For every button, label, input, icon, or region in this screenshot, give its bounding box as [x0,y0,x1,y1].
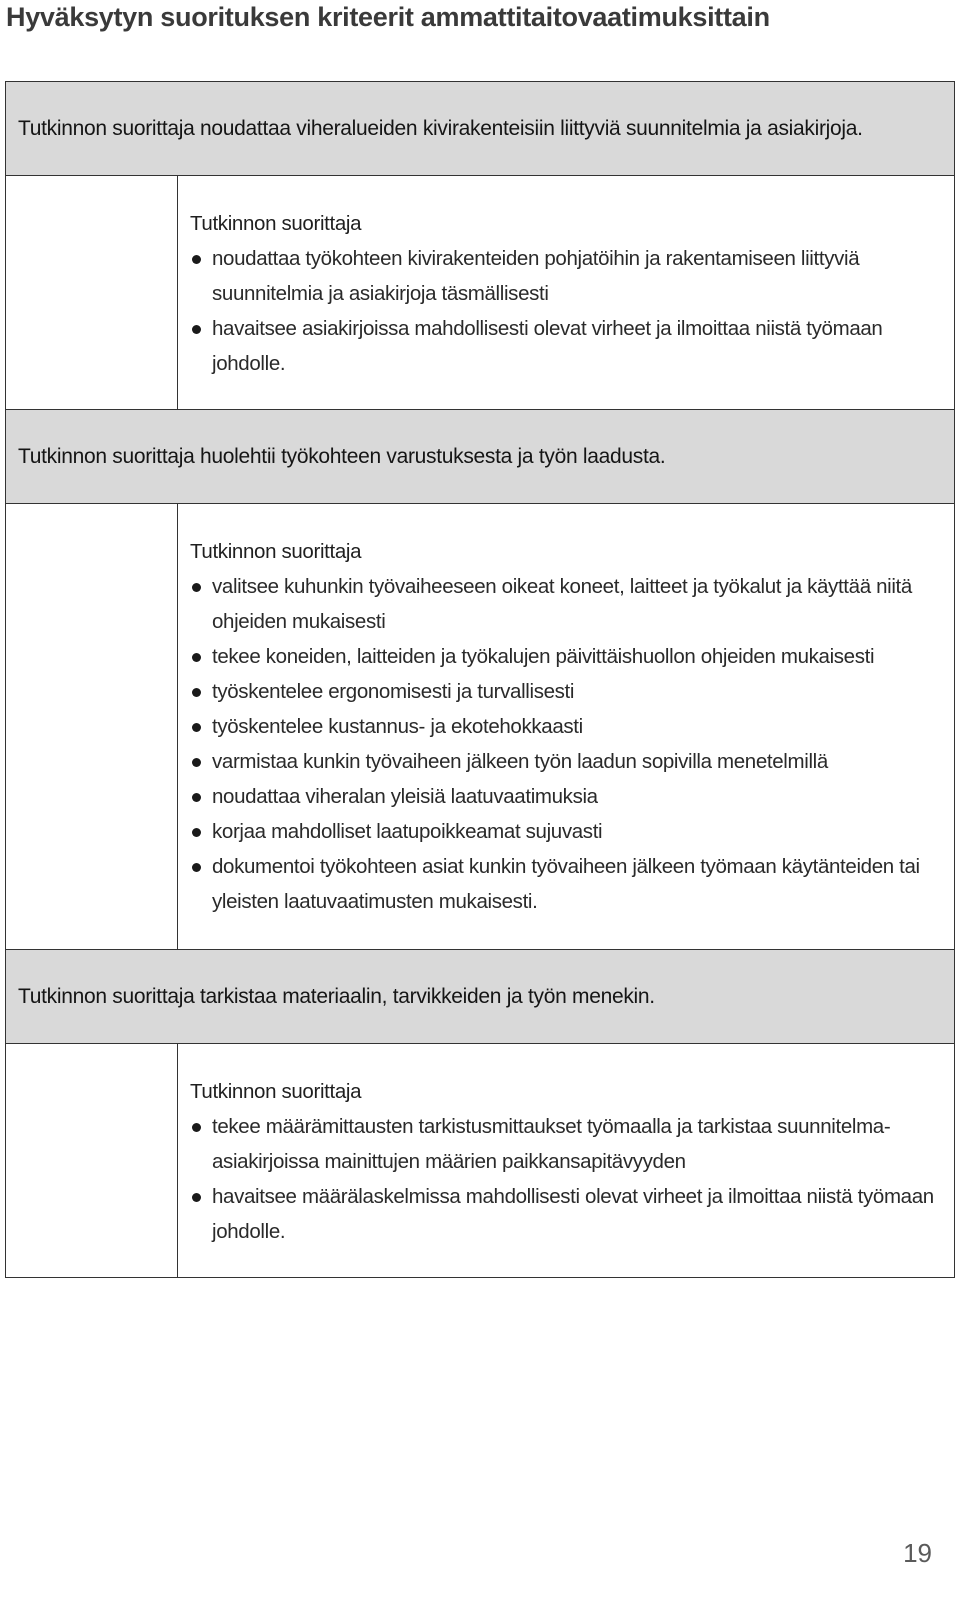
blank-cell [6,1044,178,1278]
criteria-detail-cell [178,1044,955,1278]
section-header-text: Tutkinnon suorittaja noudattaa viheralueiden kivirakenteisiin liittyviä suunnitelmia ja asiakirjoja. [18,116,863,140]
criteria-item: varmistaa kunkin työvaiheen jälkeen työn laadun sopivilla menetelmillä [190,744,940,779]
criteria-detail-cell [178,176,955,410]
performer-intro: Tutkinnon suorittaja [190,212,362,235]
section-header-row [6,410,955,504]
criteria-item: havaitsee asiakirjoissa mahdollisesti olevat virheet ja ilmoittaa niistä työmaan johdolle. [190,311,940,381]
section-detail-row [6,504,955,950]
section-detail-row [6,176,955,410]
section-header-text: Tutkinnon suorittaja huolehtii työkohteen varustuksesta ja työn laadusta. [18,444,666,468]
page-number: 19 [903,1538,932,1568]
criteria-list [190,569,940,919]
section-header-cell [6,82,955,176]
criteria-table [5,81,955,1278]
blank-cell [6,176,178,410]
criteria-item: työskentelee kustannus- ja ekotehokkaasti [190,709,940,744]
section-header-text: Tutkinnon suorittaja tarkistaa materiaalin, tarvikkeiden ja työn menekin. [18,984,655,1008]
criteria-item: valitsee kuhunkin työvaiheeseen oikeat koneet, laitteet ja työkalut ja käyttää niitä ohjeiden mukaisesti [190,569,940,639]
criteria-item: tekee määrämittausten tarkistusmittaukset työmaalla ja tarkistaa suunnitelma-asiakirjoissa mainittujen määrien paikkansapitävyyden [190,1109,940,1179]
section-header-row [6,950,955,1044]
blank-cell [6,504,178,950]
performer-intro: Tutkinnon suorittaja [190,540,362,563]
criteria-list [190,1109,940,1249]
criteria-item: noudattaa työkohteen kivirakenteiden pohjatöihin ja rakentamiseen liittyviä suunnitelmia ja asiakirjoja täsmällisesti [190,241,940,311]
section-header-cell [6,410,955,504]
page-title: Hyväksytyn suorituksen kriteerit ammattitaitovaatimuksittain [6,2,770,32]
criteria-item: dokumentoi työkohteen asiat kunkin työvaiheen jälkeen työmaan käytänteiden tai yleisten laatuvaatimusten mukaisesti. [190,849,940,919]
performer-intro: Tutkinnon suorittaja [190,1080,362,1103]
criteria-item: korjaa mahdolliset laatupoikkeamat sujuvasti [190,814,940,849]
criteria-item: työskentelee ergonomisesti ja turvallisesti [190,674,940,709]
criteria-list [190,241,940,381]
criteria-item: noudattaa viheralan yleisiä laatuvaatimuksia [190,779,940,814]
section-header-row [6,82,955,176]
criteria-item: havaitsee määrälaskelmissa mahdollisesti olevat virheet ja ilmoittaa niistä työmaan johdolle. [190,1179,940,1249]
criteria-item: tekee koneiden, laitteiden ja työkalujen päivittäishuollon ohjeiden mukaisesti [190,639,940,674]
section-header-cell [6,950,955,1044]
criteria-detail-cell [178,504,955,950]
section-detail-row [6,1044,955,1278]
